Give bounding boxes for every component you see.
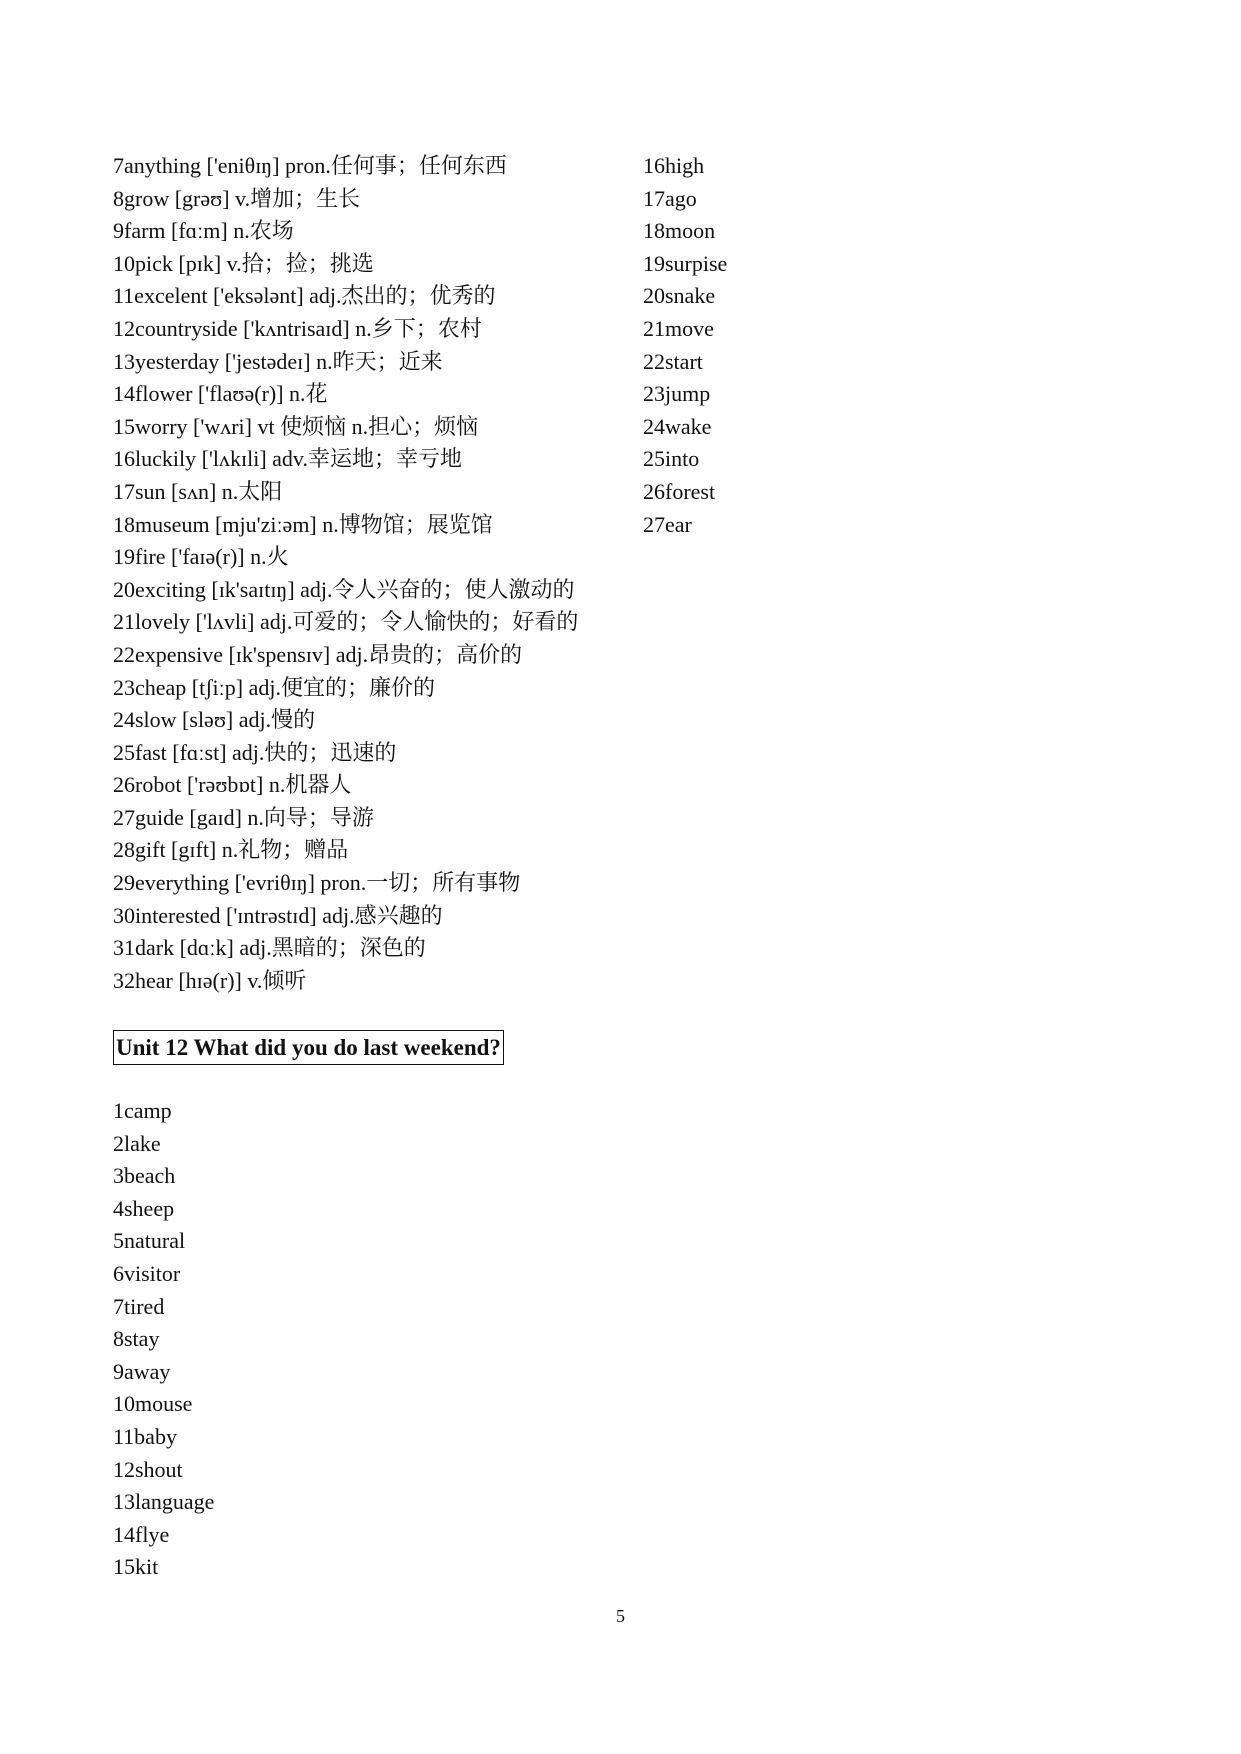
vocab-item: 17ago <box>643 185 697 211</box>
vocab-item: 19surpise <box>643 250 728 276</box>
vocab-item: 30interested ['ɪntrəstɪd] adj.感兴趣的 <box>113 902 443 928</box>
word-item: 13language <box>113 1489 215 1515</box>
word-item: 5natural <box>113 1228 186 1254</box>
word-item: 8stay <box>113 1326 160 1352</box>
vocab-item: 15worry ['wʌri] vt 使烦恼 n.担心；烦恼 <box>113 413 479 439</box>
vocab-list-right <box>643 150 727 541</box>
vocab-item: 14flower ['flaʊə(r)] n.花 <box>113 381 328 407</box>
vocab-item: 20exciting [ɪk'saɪtɪŋ] adj.令人兴奋的；使人激动的 <box>113 576 575 602</box>
vocab-item: 32hear [hɪə(r)] v.倾听 <box>113 967 307 993</box>
vocab-item: 24wake <box>643 413 712 439</box>
word-item: 3beach <box>113 1163 176 1189</box>
vocab-item: 22start <box>643 348 703 374</box>
vocab-item: 13yesterday ['jestədeɪ] n.昨天；近来 <box>113 348 443 374</box>
vocab-item: 10pick [pɪk] v.拾；捡；挑选 <box>113 250 374 276</box>
vocab-item: 23jump <box>643 381 711 407</box>
vocab-item: 27ear <box>643 511 692 537</box>
vocab-item: 11excelent ['eksələnt] adj.杰出的；优秀的 <box>113 283 496 309</box>
vocab-item: 17sun [sʌn] n.太阳 <box>113 478 283 504</box>
vocab-item: 18museum [mju'ziːəm] n.博物馆；展览馆 <box>113 511 493 537</box>
word-item: 1camp <box>113 1098 172 1123</box>
vocab-item: 22expensive [ɪk'spensɪv] adj.昂贵的；高价的 <box>113 641 523 667</box>
vocab-item: 16luckily ['lʌkɪli] adv.幸运地；幸亏地 <box>113 446 463 472</box>
vocab-list-left <box>113 150 578 997</box>
word-item: 4sheep <box>113 1195 175 1221</box>
word-item: 11baby <box>113 1423 177 1449</box>
vocab-item: 28gift [gɪft] n.礼物；赠品 <box>113 837 349 863</box>
vocab-item: 8grow [grəʊ] v.增加；生长 <box>113 185 361 211</box>
vocab-item: 7anything ['eniθɪŋ] pron.任何事；任何东西 <box>113 153 507 178</box>
vocab-item: 25fast [fɑːst] adj.快的；迅速的 <box>113 739 397 765</box>
page-number: 5 <box>616 1606 625 1626</box>
word-item: 10mouse <box>113 1391 193 1417</box>
vocab-item: 27guide [gaɪd] n.向导；导游 <box>113 804 374 830</box>
vocab-item: 26forest <box>643 478 716 504</box>
vocab-item: 21lovely ['lʌvli] adj.可爱的；令人愉快的；好看的 <box>113 609 579 635</box>
vocab-item: 31dark [dɑːk] adj.黑暗的；深色的 <box>113 935 426 961</box>
vocab-item: 23cheap [tʃiːp] adj.便宜的；廉价的 <box>113 674 435 700</box>
vocab-item: 24slow [sləʊ] adj.慢的 <box>113 707 316 733</box>
word-item: 9away <box>113 1358 171 1384</box>
word-item: 15kit <box>113 1554 159 1580</box>
unit-heading: Unit 12 What did you do last weekend? <box>113 1030 504 1065</box>
unit12-word-list <box>113 1095 214 1584</box>
word-item: 2lake <box>113 1130 161 1156</box>
word-item: 6visitor <box>113 1260 181 1286</box>
vocab-item: 9farm [fɑːm] n.农场 <box>113 218 294 244</box>
vocab-item: 26robot ['rəʊbɒt] n.机器人 <box>113 772 352 798</box>
word-item: 7tired <box>113 1293 165 1319</box>
vocab-item: 25into <box>643 446 700 472</box>
vocab-item: 21move <box>643 315 714 341</box>
word-item: 12shout <box>113 1456 183 1482</box>
vocab-item: 20snake <box>643 283 716 309</box>
vocab-item: 18moon <box>643 218 716 244</box>
vocab-item: 16high <box>643 153 705 178</box>
vocab-item: 12countryside ['kʌntrisaɪd] n.乡下；农村 <box>113 315 482 341</box>
vocab-item: 29everything ['evriθɪŋ] pron.一切；所有事物 <box>113 870 521 896</box>
vocab-item: 19fire ['faɪə(r)] n.火 <box>113 544 289 570</box>
word-item: 14flye <box>113 1521 170 1547</box>
